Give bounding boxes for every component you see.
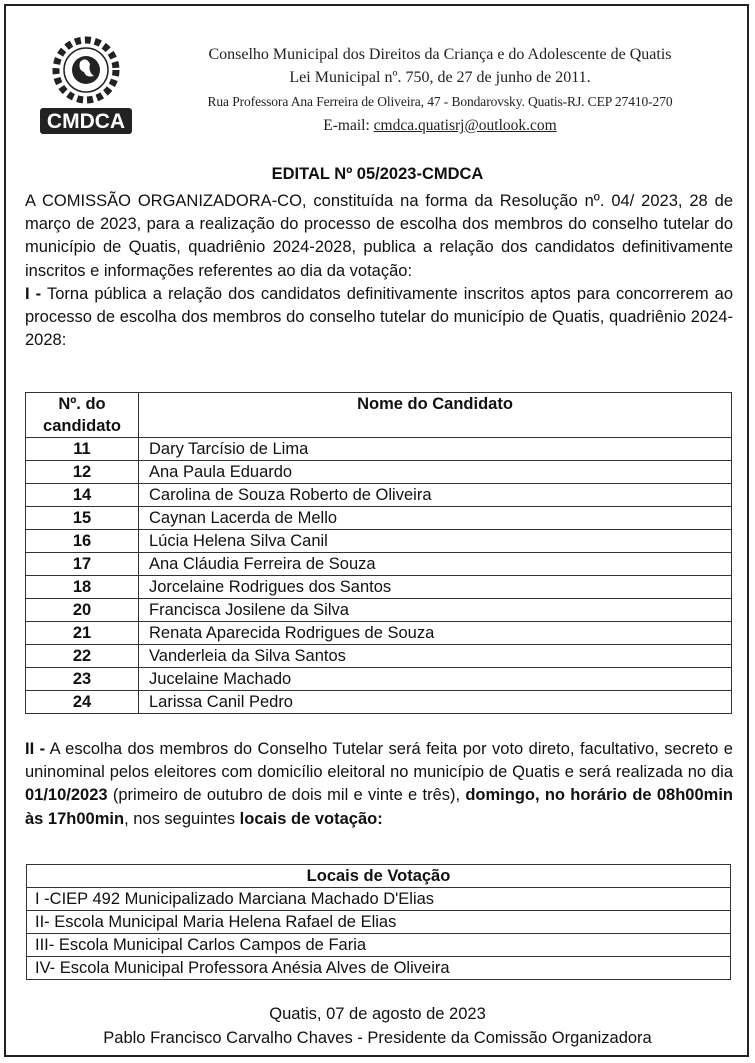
candidate-number: 16	[26, 530, 139, 553]
table-row	[26, 622, 732, 645]
candidate-name: Vanderleia da Silva Santos	[139, 645, 732, 668]
candidate-name: Dary Tarcísio de Lima	[139, 438, 732, 461]
section2-text-c: , nos seguintes	[124, 809, 236, 828]
candidate-number: 24	[26, 691, 139, 714]
intro-paragraph: A COMISSÃO ORGANIZADORA-CO, constituída na forma da Resolução nº. 04/ 2023, 28 de março de 2023, para a realização do processo de escolha dos membros do conselho tutelar do município de Quatis, quadriênio 2024-2028, publica a relação dos candidatos definitivamente inscritos e informações referentes ao dia da votação:	[25, 192, 733, 280]
voting-places-label: locais de votação:	[239, 809, 383, 828]
section2-paragraph	[25, 738, 733, 831]
candidate-number: 11	[26, 438, 139, 461]
candidate-number: 23	[26, 668, 139, 691]
section2-text-a: A escolha dos membros do Conselho Tutelar será feita por voto direto, facultativo, secreto e uninominal pelos eleitores com domicílio eleitoral no município de Quatis e será realizada no dia	[25, 740, 733, 782]
table-row	[26, 484, 732, 507]
footer-signature: Pablo Francisco Carvalho Chaves - Presidente da Comissão Organizadora	[103, 1029, 652, 1047]
candidate-number: 22	[26, 645, 139, 668]
table-row	[27, 911, 731, 934]
candidate-name: Ana Paula Eduardo	[139, 461, 732, 484]
candidate-number: 15	[26, 507, 139, 530]
candidate-number: 21	[26, 622, 139, 645]
candidate-name: Renata Aparecida Rodrigues de Souza	[139, 622, 732, 645]
locations-header: Locais de Votação	[27, 865, 731, 888]
candidate-name: Jorcelaine Rodrigues dos Santos	[139, 576, 732, 599]
footer-place-date: Quatis, 07 de agosto de 2023	[269, 1005, 486, 1023]
candidate-name: Ana Cláudia Ferreira de Souza	[139, 553, 732, 576]
section2-marker: II -	[25, 740, 46, 758]
table-row	[26, 438, 732, 461]
email-label: E-mail:	[323, 117, 370, 134]
table-row	[26, 553, 732, 576]
table-row	[27, 888, 731, 911]
table-row	[26, 576, 732, 599]
section1-marker: I -	[25, 284, 42, 303]
candidate-name: Lúcia Helena Silva Canil	[139, 530, 732, 553]
candidate-number: 18	[26, 576, 139, 599]
col-candidate-number: Nº. do candidato	[26, 393, 139, 438]
election-date: 01/10/2023	[25, 786, 108, 805]
locations-header-row	[27, 865, 731, 888]
election-day-hours: domingo, no horário de 08h00min às 17h00min	[25, 786, 733, 828]
candidate-name: Caynan Lacerda de Mello	[139, 507, 732, 530]
candidate-name: Jucelaine Machado	[139, 668, 732, 691]
header-address: Rua Professora Ana Ferreira de Oliveira, 47 - Bondarovsky. Quatis-RJ. CEP 27410-270	[207, 94, 673, 109]
candidates-table	[25, 392, 732, 714]
section2-text-b: (primeiro de outubro de dois mil e vinte e três),	[112, 786, 461, 805]
email-link[interactable]: cmdca.quatisrj@outlook.com	[373, 117, 557, 134]
header-email	[140, 117, 740, 135]
candidate-number: 17	[26, 553, 139, 576]
location-item: II- Escola Municipal Maria Helena Rafael de Elias	[27, 911, 731, 934]
candidate-number: 12	[26, 461, 139, 484]
table-row	[26, 645, 732, 668]
table-row	[27, 957, 731, 980]
candidate-name: Larissa Canil Pedro	[139, 691, 732, 714]
location-item: IV- Escola Municipal Professora Anésia Alves de Oliveira	[27, 957, 731, 980]
table-row	[26, 507, 732, 530]
table-row	[26, 461, 732, 484]
candidate-name: Francisca Josilene da Silva	[139, 599, 732, 622]
col-candidate-name: Nome do Candidato	[139, 393, 732, 438]
header-council-name: Conselho Municipal dos Direitos da Criança e do Adolescente de Quatis	[208, 46, 672, 63]
cmdca-logo	[38, 28, 134, 138]
candidate-number: 20	[26, 599, 139, 622]
voting-locations-table	[26, 864, 731, 980]
table-row	[26, 530, 732, 553]
table-row	[26, 691, 732, 714]
table-row	[26, 668, 732, 691]
candidates-header-row	[26, 393, 732, 438]
header-law: Lei Municipal nº. 750, de 27 de junho de 2011.	[289, 69, 591, 86]
candidate-number: 14	[26, 484, 139, 507]
table-row	[26, 599, 732, 622]
location-item: I -CIEP 492 Municipalizado Marciana Machado D'Elias	[27, 888, 731, 911]
table-row	[27, 934, 731, 957]
logo-text: CMDCA	[46, 110, 126, 133]
intro-block	[25, 190, 733, 352]
section1-text: Torna pública a relação dos candidatos definitivamente inscritos aptos para concorrerem ao processo de escolha dos membros do conselho tutelar do município de Quatis, quadriênio 2024-2028:	[25, 284, 733, 350]
document-title: EDITAL Nº 05/2023-CMDCA	[271, 165, 484, 183]
location-item: III- Escola Municipal Carlos Campos de Faria	[27, 934, 731, 957]
candidate-name: Carolina de Souza Roberto de Oliveira	[139, 484, 732, 507]
